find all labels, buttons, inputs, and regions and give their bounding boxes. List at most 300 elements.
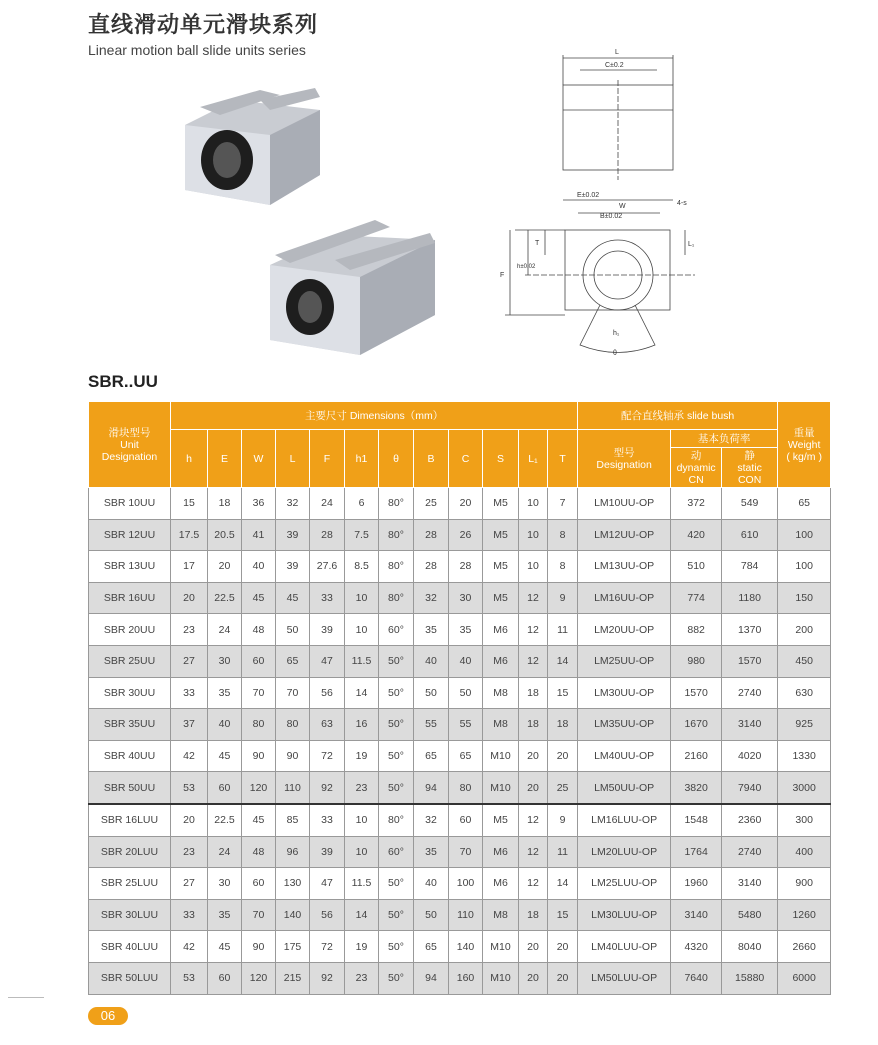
table-row bbox=[89, 772, 831, 804]
table-cell: 35 bbox=[449, 614, 483, 646]
table-cell: 110 bbox=[276, 772, 310, 804]
table-cell: 60 bbox=[242, 868, 276, 900]
table-cell: 10 bbox=[345, 836, 379, 868]
table-cell: 1370 bbox=[722, 614, 778, 646]
table-cell: 42 bbox=[171, 931, 208, 963]
table-cell: 20 bbox=[548, 962, 578, 994]
table-cell: 72 bbox=[310, 931, 345, 963]
table-cell: 92 bbox=[310, 962, 345, 994]
label-L: L bbox=[615, 49, 619, 56]
table-cell: 925 bbox=[778, 709, 831, 741]
table-cell: 32 bbox=[414, 804, 449, 836]
table-cell: LM12UU-OP bbox=[578, 519, 671, 551]
table-cell: 1330 bbox=[778, 740, 831, 772]
table-cell: SBR 12UU bbox=[89, 519, 171, 551]
table-cell: 40 bbox=[414, 868, 449, 900]
table-cell: 50 bbox=[276, 614, 310, 646]
table-cell: 14 bbox=[345, 899, 379, 931]
header-dim-col: L₁ bbox=[519, 430, 548, 488]
table-cell: 47 bbox=[310, 868, 345, 900]
table-cell: 120 bbox=[242, 962, 276, 994]
table-cell: 18 bbox=[519, 709, 548, 741]
table-cell: 24 bbox=[208, 614, 242, 646]
table-cell: 27 bbox=[171, 645, 208, 677]
table-cell: LM50LUU-OP bbox=[578, 962, 671, 994]
table-cell: 50° bbox=[379, 709, 414, 741]
table-cell: LM30LUU-OP bbox=[578, 899, 671, 931]
table-cell: 14 bbox=[345, 677, 379, 709]
table-cell: 65 bbox=[414, 740, 449, 772]
table-cell: 11.5 bbox=[345, 868, 379, 900]
table-row bbox=[89, 519, 831, 551]
table-row bbox=[89, 836, 831, 868]
table-row bbox=[89, 551, 831, 583]
table-cell: 175 bbox=[276, 931, 310, 963]
table-cell: 50° bbox=[379, 868, 414, 900]
table-cell: 30 bbox=[449, 582, 483, 614]
table-cell: 6000 bbox=[778, 962, 831, 994]
table-cell: 11 bbox=[548, 836, 578, 868]
table-cell: 20 bbox=[519, 931, 548, 963]
table-cell: 50° bbox=[379, 899, 414, 931]
table-cell: 22.5 bbox=[208, 804, 242, 836]
table-cell: LM25UU-OP bbox=[578, 645, 671, 677]
table-cell: 15 bbox=[171, 488, 208, 520]
label-L1: L₁ bbox=[688, 241, 695, 248]
table-cell: 65 bbox=[449, 740, 483, 772]
table-row bbox=[89, 804, 831, 836]
header-dim-col: F bbox=[310, 430, 345, 488]
table-cell: 55 bbox=[449, 709, 483, 741]
table-cell: 19 bbox=[345, 740, 379, 772]
table-cell: 7940 bbox=[722, 772, 778, 804]
table-cell: 12 bbox=[519, 804, 548, 836]
table-cell: 48 bbox=[242, 836, 276, 868]
table-cell: 28 bbox=[414, 551, 449, 583]
table-cell: 10 bbox=[345, 804, 379, 836]
table-cell: 40 bbox=[208, 709, 242, 741]
label-B: B±0.02 bbox=[600, 213, 623, 220]
table-cell: 20 bbox=[519, 740, 548, 772]
table-cell: SBR 50LUU bbox=[89, 962, 171, 994]
table-cell: 17 bbox=[171, 551, 208, 583]
table-cell: 60° bbox=[379, 614, 414, 646]
header-dim-col: L bbox=[276, 430, 310, 488]
label-F: F bbox=[500, 272, 505, 279]
table-cell: 3140 bbox=[671, 899, 722, 931]
table-cell: 24 bbox=[310, 488, 345, 520]
header-dim-col: S bbox=[483, 430, 519, 488]
table-cell: 35 bbox=[208, 677, 242, 709]
table-cell: M10 bbox=[483, 740, 519, 772]
table-cell: 15 bbox=[548, 677, 578, 709]
table-cell: 30 bbox=[208, 868, 242, 900]
table-cell: 35 bbox=[208, 899, 242, 931]
table-cell: 45 bbox=[242, 804, 276, 836]
table-cell: 20 bbox=[519, 962, 548, 994]
table-cell: M8 bbox=[483, 677, 519, 709]
table-cell: 7 bbox=[548, 488, 578, 520]
table-cell: 65 bbox=[276, 645, 310, 677]
table-cell: 12 bbox=[519, 582, 548, 614]
table-cell: 60 bbox=[242, 645, 276, 677]
table-cell: 130 bbox=[276, 868, 310, 900]
table-cell: 100 bbox=[449, 868, 483, 900]
table-cell: M5 bbox=[483, 582, 519, 614]
table-cell: 11.5 bbox=[345, 645, 379, 677]
table-row bbox=[89, 614, 831, 646]
table-cell: SBR 35UU bbox=[89, 709, 171, 741]
table-cell: 774 bbox=[671, 582, 722, 614]
table-row bbox=[89, 677, 831, 709]
table-cell: 8 bbox=[548, 551, 578, 583]
table-cell: SBR 16LUU bbox=[89, 804, 171, 836]
table-cell: M10 bbox=[483, 772, 519, 804]
header-dimensions: 主要尺寸 Dimensions（mm） bbox=[171, 402, 578, 430]
header-weight: 重量 Weight ( kg/m ) bbox=[778, 402, 831, 488]
table-cell: 900 bbox=[778, 868, 831, 900]
table-cell: 3820 bbox=[671, 772, 722, 804]
table-cell: 23 bbox=[345, 962, 379, 994]
table-cell: 47 bbox=[310, 645, 345, 677]
header-dim-col: C bbox=[449, 430, 483, 488]
table-cell: 200 bbox=[778, 614, 831, 646]
table-cell: 80° bbox=[379, 551, 414, 583]
table-cell: 50° bbox=[379, 740, 414, 772]
table-cell: 92 bbox=[310, 772, 345, 804]
label-E: E±0.02 bbox=[577, 192, 600, 199]
table-cell: 7.5 bbox=[345, 519, 379, 551]
table-cell: 160 bbox=[449, 962, 483, 994]
table-cell: 1180 bbox=[722, 582, 778, 614]
table-cell: 60° bbox=[379, 836, 414, 868]
table-cell: 60 bbox=[208, 772, 242, 804]
table-cell: 53 bbox=[171, 962, 208, 994]
table-cell: 85 bbox=[276, 804, 310, 836]
table-cell: 14 bbox=[548, 868, 578, 900]
table-cell: M6 bbox=[483, 614, 519, 646]
table-cell: 1670 bbox=[671, 709, 722, 741]
table-cell: 2660 bbox=[778, 931, 831, 963]
table-cell: LM30UU-OP bbox=[578, 677, 671, 709]
table-cell: 1960 bbox=[671, 868, 722, 900]
table-cell: 20 bbox=[208, 551, 242, 583]
table-cell: 3140 bbox=[722, 709, 778, 741]
table-cell: 25 bbox=[548, 772, 578, 804]
table-cell: 420 bbox=[671, 519, 722, 551]
table-cell: 2360 bbox=[722, 804, 778, 836]
table-cell: 15 bbox=[548, 899, 578, 931]
table-cell: 10 bbox=[345, 614, 379, 646]
table-cell: 372 bbox=[671, 488, 722, 520]
table-cell: 110 bbox=[449, 899, 483, 931]
table-cell: 28 bbox=[414, 519, 449, 551]
table-cell: 11 bbox=[548, 614, 578, 646]
table-cell: M6 bbox=[483, 836, 519, 868]
table-row bbox=[89, 709, 831, 741]
page-number: 06 bbox=[88, 1007, 128, 1025]
table-cell: 400 bbox=[778, 836, 831, 868]
table-cell: 70 bbox=[242, 677, 276, 709]
table-cell: 10 bbox=[345, 582, 379, 614]
table-cell: 90 bbox=[242, 931, 276, 963]
table-cell: 12 bbox=[519, 868, 548, 900]
table-cell: 18 bbox=[519, 899, 548, 931]
table-cell: 65 bbox=[414, 931, 449, 963]
header-dim-col: W bbox=[242, 430, 276, 488]
table-cell: 33 bbox=[310, 582, 345, 614]
table-cell: M5 bbox=[483, 551, 519, 583]
table-cell: 4320 bbox=[671, 931, 722, 963]
table-cell: 33 bbox=[171, 677, 208, 709]
table-cell: 10 bbox=[519, 551, 548, 583]
table-cell: 140 bbox=[276, 899, 310, 931]
table-cell: M5 bbox=[483, 519, 519, 551]
table-row bbox=[89, 899, 831, 931]
table-cell: 3140 bbox=[722, 868, 778, 900]
table-cell: 90 bbox=[276, 740, 310, 772]
table-cell: 16 bbox=[345, 709, 379, 741]
table-cell: 10 bbox=[519, 519, 548, 551]
table-cell: SBR 25LUU bbox=[89, 868, 171, 900]
header-dim-col: h bbox=[171, 430, 208, 488]
table-cell: 35 bbox=[414, 836, 449, 868]
table-cell: 55 bbox=[414, 709, 449, 741]
table-cell: 80° bbox=[379, 488, 414, 520]
table-cell: 100 bbox=[778, 519, 831, 551]
label-holes: 4-s bbox=[677, 200, 687, 207]
table-cell: 80 bbox=[449, 772, 483, 804]
table-cell: 80° bbox=[379, 519, 414, 551]
divider bbox=[8, 997, 44, 998]
table-cell: LM16LUU-OP bbox=[578, 804, 671, 836]
series-label: SBR..UU bbox=[88, 372, 158, 391]
table-cell: 35 bbox=[414, 614, 449, 646]
table-cell: 1260 bbox=[778, 899, 831, 931]
header-load-rating: 基本负荷率 bbox=[671, 430, 778, 448]
table-cell: 4020 bbox=[722, 740, 778, 772]
table-cell: 94 bbox=[414, 772, 449, 804]
table-cell: SBR 25UU bbox=[89, 645, 171, 677]
table-cell: LM25LUU-OP bbox=[578, 868, 671, 900]
table-cell: 549 bbox=[722, 488, 778, 520]
table-row bbox=[89, 740, 831, 772]
table-cell: SBR 30UU bbox=[89, 677, 171, 709]
header-dim-col: T bbox=[548, 430, 578, 488]
table-cell: LM20UU-OP bbox=[578, 614, 671, 646]
table-cell: 25 bbox=[414, 488, 449, 520]
table-cell: SBR 30LUU bbox=[89, 899, 171, 931]
header-slide-bush: 配合直线轴承 slide bush bbox=[578, 402, 778, 430]
label-h: h±0.02 bbox=[517, 264, 536, 270]
header-dynamic: 动 dynamic CN bbox=[671, 448, 722, 488]
table-cell: 3000 bbox=[778, 772, 831, 804]
table-cell: LM50UU-OP bbox=[578, 772, 671, 804]
table-cell: 94 bbox=[414, 962, 449, 994]
table-cell: 33 bbox=[171, 899, 208, 931]
table-cell: M8 bbox=[483, 709, 519, 741]
label-C: C±0.2 bbox=[605, 62, 624, 69]
slide-unit-photo-2 bbox=[265, 215, 440, 360]
table-cell: 20.5 bbox=[208, 519, 242, 551]
table-cell: 32 bbox=[276, 488, 310, 520]
table-cell: SBR 40LUU bbox=[89, 931, 171, 963]
header-dim-col: E bbox=[208, 430, 242, 488]
table-cell: 40 bbox=[449, 645, 483, 677]
table-cell: SBR 50UU bbox=[89, 772, 171, 804]
table-cell: 1570 bbox=[671, 677, 722, 709]
table-cell: 33 bbox=[310, 804, 345, 836]
table-cell: 28 bbox=[449, 551, 483, 583]
table-cell: 80 bbox=[242, 709, 276, 741]
table-cell: 39 bbox=[310, 614, 345, 646]
table-cell: 450 bbox=[778, 645, 831, 677]
table-cell: 96 bbox=[276, 836, 310, 868]
table-cell: 9 bbox=[548, 804, 578, 836]
table-cell: 12 bbox=[519, 614, 548, 646]
slide-unit-photo-1 bbox=[175, 85, 325, 210]
table-cell: SBR 13UU bbox=[89, 551, 171, 583]
header-dim-col: h1 bbox=[345, 430, 379, 488]
page-title-cn: 直线滑动单元滑块系列 bbox=[88, 12, 319, 37]
table-cell: 630 bbox=[778, 677, 831, 709]
table-cell: 15880 bbox=[722, 962, 778, 994]
table-cell: M6 bbox=[483, 645, 519, 677]
table-cell: 12 bbox=[519, 836, 548, 868]
table-cell: 17.5 bbox=[171, 519, 208, 551]
table-cell: 300 bbox=[778, 804, 831, 836]
table-row bbox=[89, 868, 831, 900]
table-cell: 27 bbox=[171, 868, 208, 900]
header-static: 静 static CON bbox=[722, 448, 778, 488]
table-cell: 39 bbox=[310, 836, 345, 868]
header-bush-designation: 型号 Designation bbox=[578, 430, 671, 488]
table-cell: 30 bbox=[208, 645, 242, 677]
table-cell: 14 bbox=[548, 645, 578, 677]
table-cell: 120 bbox=[242, 772, 276, 804]
table-row bbox=[89, 962, 831, 994]
table-cell: 28 bbox=[310, 519, 345, 551]
table-cell: 215 bbox=[276, 962, 310, 994]
table-cell: 2740 bbox=[722, 836, 778, 868]
table-cell: 22.5 bbox=[208, 582, 242, 614]
table-cell: 50 bbox=[414, 899, 449, 931]
table-cell: 32 bbox=[414, 582, 449, 614]
table-cell: 48 bbox=[242, 614, 276, 646]
table-cell: 50° bbox=[379, 645, 414, 677]
table-cell: 90 bbox=[242, 740, 276, 772]
table-cell: 510 bbox=[671, 551, 722, 583]
table-cell: 882 bbox=[671, 614, 722, 646]
table-cell: 63 bbox=[310, 709, 345, 741]
table-cell: 140 bbox=[449, 931, 483, 963]
table-cell: 45 bbox=[276, 582, 310, 614]
table-cell: M8 bbox=[483, 899, 519, 931]
label-T: T bbox=[535, 240, 540, 247]
table-cell: 23 bbox=[345, 772, 379, 804]
table-cell: 50° bbox=[379, 931, 414, 963]
table-cell: 9 bbox=[548, 582, 578, 614]
table-cell: 72 bbox=[310, 740, 345, 772]
table-cell: LM16UU-OP bbox=[578, 582, 671, 614]
table-cell: 40 bbox=[242, 551, 276, 583]
table-cell: 60 bbox=[449, 804, 483, 836]
table-cell: M6 bbox=[483, 868, 519, 900]
table-cell: 20 bbox=[548, 740, 578, 772]
table-cell: M10 bbox=[483, 962, 519, 994]
table-cell: SBR 20UU bbox=[89, 614, 171, 646]
table-cell: 150 bbox=[778, 582, 831, 614]
table-cell: 45 bbox=[242, 582, 276, 614]
table-cell: 50 bbox=[414, 677, 449, 709]
label-W: W bbox=[619, 203, 626, 210]
table-cell: 10 bbox=[519, 488, 548, 520]
table-cell: 8.5 bbox=[345, 551, 379, 583]
table-cell: 27.6 bbox=[310, 551, 345, 583]
table-cell: SBR 16UU bbox=[89, 582, 171, 614]
table-row bbox=[89, 582, 831, 614]
table-cell: SBR 20LUU bbox=[89, 836, 171, 868]
table-cell: 56 bbox=[310, 677, 345, 709]
table-cell: LM13UU-OP bbox=[578, 551, 671, 583]
table-cell: 23 bbox=[171, 836, 208, 868]
table-cell: 7640 bbox=[671, 962, 722, 994]
table-cell: 50 bbox=[449, 677, 483, 709]
table-cell: M10 bbox=[483, 931, 519, 963]
table-cell: 100 bbox=[778, 551, 831, 583]
table-cell: 20 bbox=[449, 488, 483, 520]
table-cell: 8 bbox=[548, 519, 578, 551]
table-cell: 610 bbox=[722, 519, 778, 551]
table-cell: 2160 bbox=[671, 740, 722, 772]
table-cell: 1548 bbox=[671, 804, 722, 836]
table-cell: 784 bbox=[722, 551, 778, 583]
table-cell: 56 bbox=[310, 899, 345, 931]
table-row bbox=[89, 931, 831, 963]
table-cell: 80° bbox=[379, 582, 414, 614]
table-cell: SBR 10UU bbox=[89, 488, 171, 520]
table-cell: 40 bbox=[414, 645, 449, 677]
table-cell: 19 bbox=[345, 931, 379, 963]
table-cell: 2740 bbox=[722, 677, 778, 709]
table-cell: 1570 bbox=[722, 645, 778, 677]
header-dim-col: B bbox=[414, 430, 449, 488]
table-cell: 20 bbox=[171, 582, 208, 614]
table-cell: 20 bbox=[171, 804, 208, 836]
table-cell: 80° bbox=[379, 804, 414, 836]
table-cell: 53 bbox=[171, 772, 208, 804]
table-cell: 50° bbox=[379, 962, 414, 994]
page-title-en: Linear motion ball slide units series bbox=[88, 42, 306, 58]
table-cell: 50° bbox=[379, 772, 414, 804]
table-cell: 41 bbox=[242, 519, 276, 551]
spec-table bbox=[88, 401, 831, 995]
table-cell: 20 bbox=[519, 772, 548, 804]
label-theta: θ bbox=[613, 350, 617, 357]
table-cell: 24 bbox=[208, 836, 242, 868]
label-h1: h₁ bbox=[613, 330, 620, 337]
table-cell: 39 bbox=[276, 551, 310, 583]
table-cell: 20 bbox=[548, 931, 578, 963]
table-cell: 45 bbox=[208, 931, 242, 963]
technical-drawing bbox=[495, 40, 715, 360]
table-cell: 70 bbox=[449, 836, 483, 868]
table-cell: 45 bbox=[208, 740, 242, 772]
table-cell: 8040 bbox=[722, 931, 778, 963]
table-cell: 39 bbox=[276, 519, 310, 551]
table-cell: 12 bbox=[519, 645, 548, 677]
table-cell: M5 bbox=[483, 488, 519, 520]
